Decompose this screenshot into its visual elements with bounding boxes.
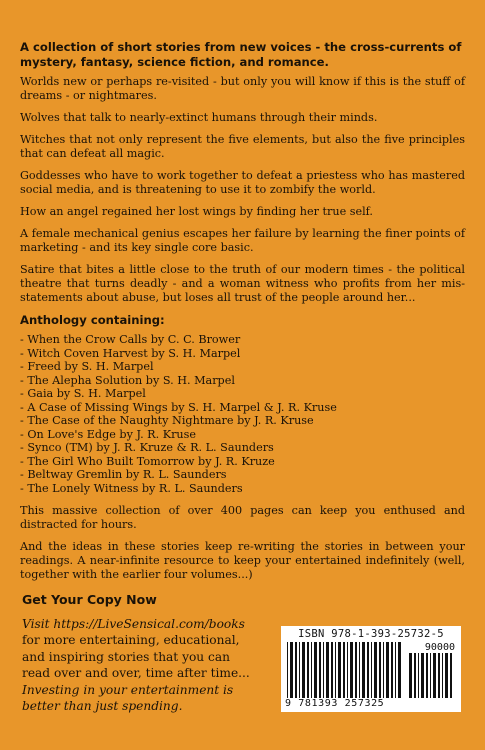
list-item: - On Love's Edge by J. R. Kruse xyxy=(20,427,196,441)
list-item: - When the Crow Calls by C. C. Brower xyxy=(20,333,241,346)
headline: A collection of short stories from new voices - the cross-currents of mystery, fantasy, science fiction, and romance. xyxy=(20,40,462,69)
list-item: - The Girl Who Built Tomorrow by J. R. Kruze xyxy=(20,454,275,468)
intro-paragraph-7: Satire that bites a little close to the truth of our modern times - the political theatre that turns deadly - and a woman witness who profits from her mis-statements about abuse, but loses all trust of the people around her... xyxy=(20,263,465,304)
get-copy-blurb xyxy=(22,616,257,714)
intro-paragraph-5: How an angel regained her lost wings by finding her true self. xyxy=(20,205,373,218)
price-code: 90000 xyxy=(424,642,455,653)
list-item: - The Lonely Witness by R. L. Saunders xyxy=(20,481,243,495)
back-cover-text xyxy=(20,40,465,590)
list-item: - Beltway Gremlin by R. L. Saunders xyxy=(20,468,227,481)
intro-paragraph-1: Worlds new or perhaps re-visited - but only you will know if this is the stuff of dreams - or nightmares. xyxy=(20,75,465,102)
isbn-barcode xyxy=(281,626,461,712)
tagline: Investing in your entertainment is better than just spending. xyxy=(22,682,234,714)
closing-paragraph-1: This massive collection of over 400 pages can keep you enthused and distracted for hours. xyxy=(20,504,465,531)
anthology-heading: Anthology containing: xyxy=(20,313,165,327)
barcode-number: 9 781393 257325 xyxy=(285,698,385,709)
intro-paragraph-3: Witches that not only represent the five elements, but also the five principles that can defeat all magic. xyxy=(20,133,465,160)
list-item: - Freed by S. H. Marpel xyxy=(20,360,154,373)
barcode-bars-main xyxy=(287,642,405,700)
barcode-bars-addon xyxy=(409,653,455,700)
intro-paragraph-4: Goddesses who have to work together to defeat a priestess who has mastered social media, and is threatening to use it to zombify the world. xyxy=(20,169,465,196)
closing-paragraph-2: And the ideas in these stories keep re-writing the stories in between your readings. A near-infinite resource to keep your entertained indefinitely (well, together with the earlier four volumes...) xyxy=(20,540,465,581)
list-item: - The Case of the Naughty Nightmare by J. R. Kruse xyxy=(20,414,314,427)
isbn-label: ISBN 978-1-393-25732-5 xyxy=(298,628,444,640)
list-item: - A Case of Missing Wings by S. H. Marpel & J. R. Kruse xyxy=(20,400,337,414)
list-item: - The Alepha Solution by S. H. Marpel xyxy=(20,373,235,387)
intro-paragraph-6: A female mechanical genius escapes her failure by learning the finer points of marketing - and its key single core basic. xyxy=(20,227,465,254)
visit-link-text: Visit https://LiveSensical.com/books xyxy=(22,617,245,631)
story-list xyxy=(20,333,465,495)
get-copy-body: for more entertaining, educational, and inspiring stories that you can read over and over, time after time... xyxy=(22,633,250,681)
get-copy-heading: Get Your Copy Now xyxy=(22,592,157,607)
list-item: - Witch Coven Harvest by S. H. Marpel xyxy=(20,346,241,360)
intro-paragraph-2: Wolves that talk to nearly-extinct humans through their minds. xyxy=(20,111,378,124)
list-item: - Synco (TM) by J. R. Kruze & R. L. Saunders xyxy=(20,441,274,454)
list-item: - Gaia by S. H. Marpel xyxy=(20,387,146,400)
call-to-action xyxy=(22,592,257,714)
